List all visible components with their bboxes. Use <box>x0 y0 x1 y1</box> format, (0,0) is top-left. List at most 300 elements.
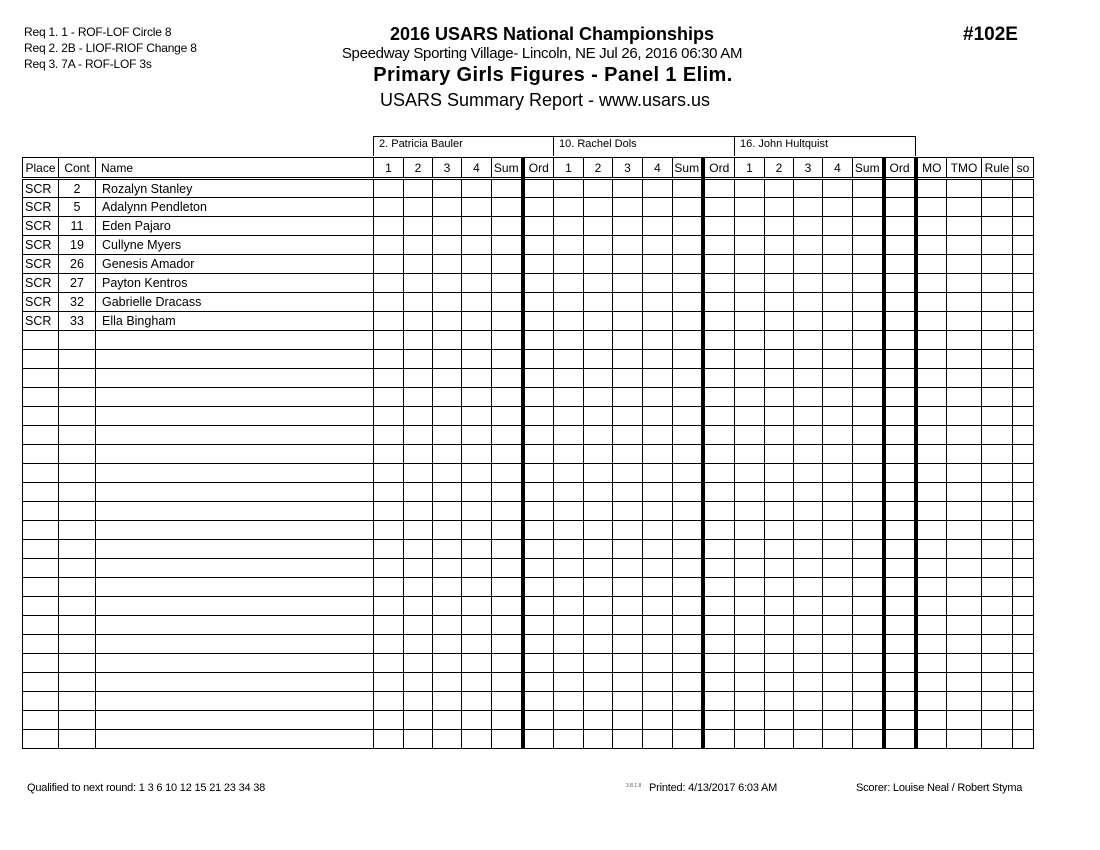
judge3-score-cell <box>735 559 765 578</box>
judge3-score-cell <box>794 236 823 255</box>
judge3-score-cell <box>823 730 853 749</box>
skater-name-cell <box>96 426 374 445</box>
report-title <box>0 24 1100 45</box>
judge1-score-cell <box>492 521 523 540</box>
judge2-score-cell <box>554 578 584 597</box>
judge1-score-cell <box>433 635 462 654</box>
judge1-score-cell <box>404 312 433 331</box>
place-cell <box>23 540 59 559</box>
contestant-number-cell: 11 <box>59 217 96 236</box>
judge1-score-cell <box>462 597 492 616</box>
table-row <box>23 464 1034 483</box>
judge3-score-cell <box>765 559 794 578</box>
judge3-score-cell <box>794 179 823 198</box>
judge1-score-cell <box>462 464 492 483</box>
judge2-score-cell <box>673 597 703 616</box>
table-row <box>23 293 1034 312</box>
table-row <box>23 730 1034 749</box>
judge1-score-cell <box>433 217 462 236</box>
judge1-score-cell <box>523 236 554 255</box>
judge3-score-cell <box>823 597 853 616</box>
so-cell <box>1013 540 1034 559</box>
judge3-score-cell <box>735 540 765 559</box>
judge3-score-cell <box>853 274 884 293</box>
table-row <box>23 578 1034 597</box>
contestant-number-cell <box>59 521 96 540</box>
judge2-score-cell <box>584 483 613 502</box>
judge1-score-cell <box>462 331 492 350</box>
rule-cell <box>982 578 1013 597</box>
judge2-score-cell <box>643 217 673 236</box>
judge3-score-cell <box>853 445 884 464</box>
judge3-score-cell <box>765 312 794 331</box>
mo-cell <box>916 312 947 331</box>
rule-cell <box>982 464 1013 483</box>
judge2-score-cell <box>584 312 613 331</box>
judge3-score-cell <box>884 445 916 464</box>
judge1-score-cell <box>492 407 523 426</box>
judge1-score-cell <box>523 597 554 616</box>
judge2-score-cell <box>613 578 643 597</box>
judge3-score-cell <box>884 730 916 749</box>
judge1-score-cell <box>404 654 433 673</box>
judge3-score-cell <box>823 331 853 350</box>
judge2-score-cell <box>643 730 673 749</box>
judge1-score-cell <box>404 217 433 236</box>
judge1-score-cell <box>462 692 492 711</box>
judge1-score-cell <box>523 255 554 274</box>
tmo-cell <box>947 597 982 616</box>
judge1-score-cell <box>433 445 462 464</box>
judge2-score-cell <box>613 730 643 749</box>
judge2-score-cell <box>584 673 613 692</box>
judge2-score-cell <box>613 502 643 521</box>
judge2-score-cell <box>613 388 643 407</box>
judge1-score-cell <box>462 502 492 521</box>
judge2-score-cell <box>643 293 673 312</box>
contestant-number-cell: 27 <box>59 274 96 293</box>
judge2-score-cell <box>703 426 735 445</box>
judge3-score-cell <box>884 350 916 369</box>
contestant-number-cell <box>59 635 96 654</box>
mo-cell <box>916 559 947 578</box>
tmo-cell <box>947 521 982 540</box>
place-cell <box>23 654 59 673</box>
judge1-score-cell <box>433 578 462 597</box>
place-cell <box>23 331 59 350</box>
judge2-score-cell <box>703 673 735 692</box>
place-cell <box>23 350 59 369</box>
tmo-cell <box>947 388 982 407</box>
so-cell <box>1013 350 1034 369</box>
judge2-col-header-1: 1 <box>554 158 584 179</box>
table-row <box>23 217 1034 236</box>
judge1-score-cell <box>462 578 492 597</box>
place-cell: SCR <box>23 274 59 293</box>
judge1-score-cell <box>433 312 462 331</box>
judge3-score-cell <box>823 559 853 578</box>
judge1-score-cell <box>374 255 404 274</box>
judge3-score-cell <box>823 540 853 559</box>
judge3-score-cell <box>884 198 916 217</box>
judge1-score-cell <box>374 521 404 540</box>
judge1-score-cell <box>404 578 433 597</box>
so-cell <box>1013 597 1034 616</box>
judge3-score-cell <box>765 388 794 407</box>
judge1-score-cell <box>523 445 554 464</box>
judge3-score-cell <box>853 369 884 388</box>
table-row <box>23 255 1034 274</box>
judge2-score-cell <box>673 236 703 255</box>
tmo-cell <box>947 692 982 711</box>
judge3-score-cell <box>794 312 823 331</box>
judge3-score-cell <box>853 350 884 369</box>
judge2-score-cell <box>643 407 673 426</box>
judge3-score-cell <box>823 426 853 445</box>
so-cell <box>1013 179 1034 198</box>
judge3-score-cell <box>735 198 765 217</box>
version-stamp: 3.8.1.8 <box>626 783 642 789</box>
contestant-number-cell <box>59 654 96 673</box>
table-row <box>23 331 1034 350</box>
judge3-score-cell <box>884 388 916 407</box>
judge1-score-cell <box>374 597 404 616</box>
place-cell <box>23 388 59 407</box>
table-row <box>23 559 1034 578</box>
judge2-score-cell <box>673 312 703 331</box>
judge3-score-cell <box>765 274 794 293</box>
skater-name-cell: Eden Pajaro <box>96 217 374 236</box>
judge1-score-cell <box>462 217 492 236</box>
judge2-score-cell <box>673 483 703 502</box>
skater-name-cell <box>96 616 374 635</box>
judge3-score-cell <box>735 388 765 407</box>
mo-cell <box>916 464 947 483</box>
judge2-score-cell <box>554 464 584 483</box>
judge3-score-cell <box>823 578 853 597</box>
table-row <box>23 711 1034 730</box>
judge1-score-cell <box>433 274 462 293</box>
judge2-col-header-3: 3 <box>613 158 643 179</box>
judge3-score-cell <box>765 331 794 350</box>
judge2-score-cell <box>554 559 584 578</box>
judge2-score-cell <box>703 654 735 673</box>
judge3-score-cell <box>853 407 884 426</box>
judge1-score-cell <box>374 502 404 521</box>
tmo-cell <box>947 312 982 331</box>
judge2-score-cell <box>613 293 643 312</box>
so-cell <box>1013 464 1034 483</box>
judge2-score-cell <box>554 407 584 426</box>
judge1-col-header-4: 4 <box>462 158 492 179</box>
judge2-col-header-2: 2 <box>584 158 613 179</box>
judge1-score-cell <box>492 236 523 255</box>
judge3-score-cell <box>853 312 884 331</box>
judge3-score-cell <box>735 730 765 749</box>
judge1-col-header-2: 2 <box>404 158 433 179</box>
judge3-score-cell <box>735 711 765 730</box>
judge3-score-cell <box>765 445 794 464</box>
judge3-score-cell <box>735 350 765 369</box>
judge3-score-cell <box>884 369 916 388</box>
judge3-score-cell <box>765 426 794 445</box>
judge2-score-cell <box>554 350 584 369</box>
table-row <box>23 616 1034 635</box>
printed-timestamp: Printed: 4/13/2017 6:03 AM <box>649 782 778 794</box>
judge3-score-cell <box>853 521 884 540</box>
table-row <box>23 635 1034 654</box>
table-row <box>23 597 1034 616</box>
judge2-score-cell <box>703 179 735 198</box>
judge3-score-cell <box>853 559 884 578</box>
rule-cell <box>982 426 1013 445</box>
judge1-col-header-1: 1 <box>374 158 404 179</box>
judge2-score-cell <box>703 597 735 616</box>
judge2-score-cell <box>613 559 643 578</box>
judge1-score-cell <box>492 616 523 635</box>
judge2-score-cell <box>554 692 584 711</box>
judge2-score-cell <box>643 540 673 559</box>
judge2-score-cell <box>643 179 673 198</box>
judge2-score-cell <box>613 635 643 654</box>
scores-table <box>22 157 1034 749</box>
place-cell <box>23 711 59 730</box>
judge1-score-cell <box>462 198 492 217</box>
judge3-score-cell <box>735 426 765 445</box>
table-row <box>23 236 1034 255</box>
judge3-score-cell <box>884 179 916 198</box>
judge-header-2: 10. Rachel Dols <box>553 136 735 156</box>
tmo-cell <box>947 236 982 255</box>
judge3-score-cell <box>765 369 794 388</box>
skater-name-cell: Adalynn Pendleton <box>96 198 374 217</box>
judge2-score-cell <box>643 312 673 331</box>
contestant-number-cell <box>59 483 96 502</box>
report-subtitle <box>0 90 1100 111</box>
tmo-cell <box>947 483 982 502</box>
contestant-number-cell <box>59 673 96 692</box>
judge3-score-cell <box>884 293 916 312</box>
judge1-score-cell <box>492 578 523 597</box>
place-cell: SCR <box>23 179 59 198</box>
judge2-score-cell <box>584 635 613 654</box>
judge1-score-cell <box>492 198 523 217</box>
judge1-score-cell <box>433 597 462 616</box>
judge1-score-cell <box>523 730 554 749</box>
judge3-score-cell <box>884 540 916 559</box>
judge2-score-cell <box>643 388 673 407</box>
judge1-score-cell <box>492 502 523 521</box>
judge3-score-cell <box>853 217 884 236</box>
judge3-score-cell <box>765 293 794 312</box>
rule-cell <box>982 407 1013 426</box>
judge3-score-cell <box>823 293 853 312</box>
judge3-score-cell <box>853 236 884 255</box>
tmo-cell <box>947 198 982 217</box>
skater-name-cell <box>96 445 374 464</box>
judge1-score-cell <box>374 483 404 502</box>
judge3-score-cell <box>794 445 823 464</box>
judge3-score-cell <box>853 635 884 654</box>
judge3-score-cell <box>884 464 916 483</box>
so-cell <box>1013 578 1034 597</box>
rule-cell <box>982 483 1013 502</box>
skater-name-cell <box>96 692 374 711</box>
judge2-score-cell <box>613 445 643 464</box>
judge1-score-cell <box>374 274 404 293</box>
judge1-score-cell <box>433 654 462 673</box>
judge1-score-cell <box>374 407 404 426</box>
contestant-number-cell <box>59 388 96 407</box>
tmo-cell <box>947 179 982 198</box>
judge3-score-cell <box>794 559 823 578</box>
judge2-score-cell <box>584 236 613 255</box>
judge3-score-cell <box>884 274 916 293</box>
judge1-score-cell <box>523 578 554 597</box>
judge1-score-cell <box>433 502 462 521</box>
judge2-score-cell <box>584 502 613 521</box>
col-header-name: Name <box>96 158 374 179</box>
contestant-number-cell <box>59 464 96 483</box>
judge3-score-cell <box>823 673 853 692</box>
venue-line-text: Speedway Sporting Village- Lincoln, NE Jul 26, 2016 06:30 AM <box>341 45 743 62</box>
judge3-score-cell <box>823 217 853 236</box>
judge1-score-cell <box>462 350 492 369</box>
contestant-number-cell <box>59 559 96 578</box>
mo-cell <box>916 445 947 464</box>
judge2-score-cell <box>673 540 703 559</box>
judge1-score-cell <box>404 502 433 521</box>
judge2-score-cell <box>613 274 643 293</box>
judge2-col-header-ord: Ord <box>703 158 735 179</box>
judge1-score-cell <box>374 654 404 673</box>
judge2-score-cell <box>554 616 584 635</box>
mo-cell <box>916 521 947 540</box>
judge1-score-cell <box>462 179 492 198</box>
judge3-score-cell <box>853 654 884 673</box>
table-row <box>23 198 1034 217</box>
judge1-score-cell <box>523 217 554 236</box>
judge2-score-cell <box>703 502 735 521</box>
rule-cell <box>982 331 1013 350</box>
judge1-score-cell <box>462 559 492 578</box>
judge3-score-cell <box>765 578 794 597</box>
judge1-score-cell <box>374 464 404 483</box>
judge2-score-cell <box>703 483 735 502</box>
judge2-score-cell <box>673 255 703 274</box>
judge3-score-cell <box>823 616 853 635</box>
judge3-col-header-2: 2 <box>765 158 794 179</box>
judge2-score-cell <box>554 274 584 293</box>
judge2-score-cell <box>584 407 613 426</box>
judge2-score-cell <box>643 711 673 730</box>
judge3-score-cell <box>735 502 765 521</box>
judge3-score-cell <box>853 692 884 711</box>
judge3-score-cell <box>884 255 916 274</box>
judge1-score-cell <box>374 540 404 559</box>
judge1-score-cell <box>492 635 523 654</box>
judge1-score-cell <box>433 483 462 502</box>
judge3-score-cell <box>735 407 765 426</box>
judge1-score-cell <box>374 179 404 198</box>
rule-cell <box>982 521 1013 540</box>
judge1-score-cell <box>462 483 492 502</box>
judge2-score-cell <box>673 635 703 654</box>
judge2-score-cell <box>673 350 703 369</box>
rule-cell <box>982 312 1013 331</box>
judge1-score-cell <box>462 711 492 730</box>
judge1-score-cell <box>374 616 404 635</box>
judge3-score-cell <box>794 255 823 274</box>
judge3-score-cell <box>794 711 823 730</box>
so-cell <box>1013 692 1034 711</box>
mo-cell <box>916 293 947 312</box>
judge1-score-cell <box>462 635 492 654</box>
judge2-score-cell <box>584 255 613 274</box>
judge1-score-cell <box>523 350 554 369</box>
judge3-score-cell <box>735 369 765 388</box>
rule-cell <box>982 711 1013 730</box>
judge2-score-cell <box>703 635 735 654</box>
judge3-score-cell <box>823 521 853 540</box>
judge2-score-cell <box>673 711 703 730</box>
judge3-score-cell <box>884 312 916 331</box>
judge1-score-cell <box>462 312 492 331</box>
judge3-score-cell <box>794 388 823 407</box>
judge1-score-cell <box>374 198 404 217</box>
table-row <box>23 692 1034 711</box>
judge3-score-cell <box>823 711 853 730</box>
judge3-col-header-ord: Ord <box>884 158 916 179</box>
judge3-score-cell <box>735 236 765 255</box>
judge3-score-cell <box>735 217 765 236</box>
judge2-score-cell <box>554 730 584 749</box>
judge2-score-cell <box>613 369 643 388</box>
header-row <box>23 158 1034 179</box>
judge3-score-cell <box>823 654 853 673</box>
judge3-score-cell <box>794 502 823 521</box>
judge1-score-cell <box>492 312 523 331</box>
judge1-score-cell <box>462 540 492 559</box>
judge2-score-cell <box>703 198 735 217</box>
judge1-score-cell <box>404 540 433 559</box>
rule-cell <box>982 692 1013 711</box>
judge1-score-cell <box>404 521 433 540</box>
place-cell: SCR <box>23 236 59 255</box>
judge3-score-cell <box>823 198 853 217</box>
tmo-cell <box>947 426 982 445</box>
judge1-score-cell <box>433 255 462 274</box>
mo-cell <box>916 654 947 673</box>
judge2-score-cell <box>673 730 703 749</box>
judge1-score-cell <box>462 407 492 426</box>
judge3-score-cell <box>765 350 794 369</box>
judge2-score-cell <box>643 654 673 673</box>
place-cell: SCR <box>23 293 59 312</box>
judge1-score-cell <box>492 559 523 578</box>
judge1-score-cell <box>492 293 523 312</box>
contestant-number-cell <box>59 350 96 369</box>
judge1-score-cell <box>523 673 554 692</box>
rule-cell <box>982 198 1013 217</box>
tmo-cell <box>947 616 982 635</box>
table-row <box>23 483 1034 502</box>
judge1-score-cell <box>523 654 554 673</box>
judge2-score-cell <box>703 730 735 749</box>
so-cell <box>1013 502 1034 521</box>
judge3-score-cell <box>884 597 916 616</box>
judge1-score-cell <box>462 236 492 255</box>
